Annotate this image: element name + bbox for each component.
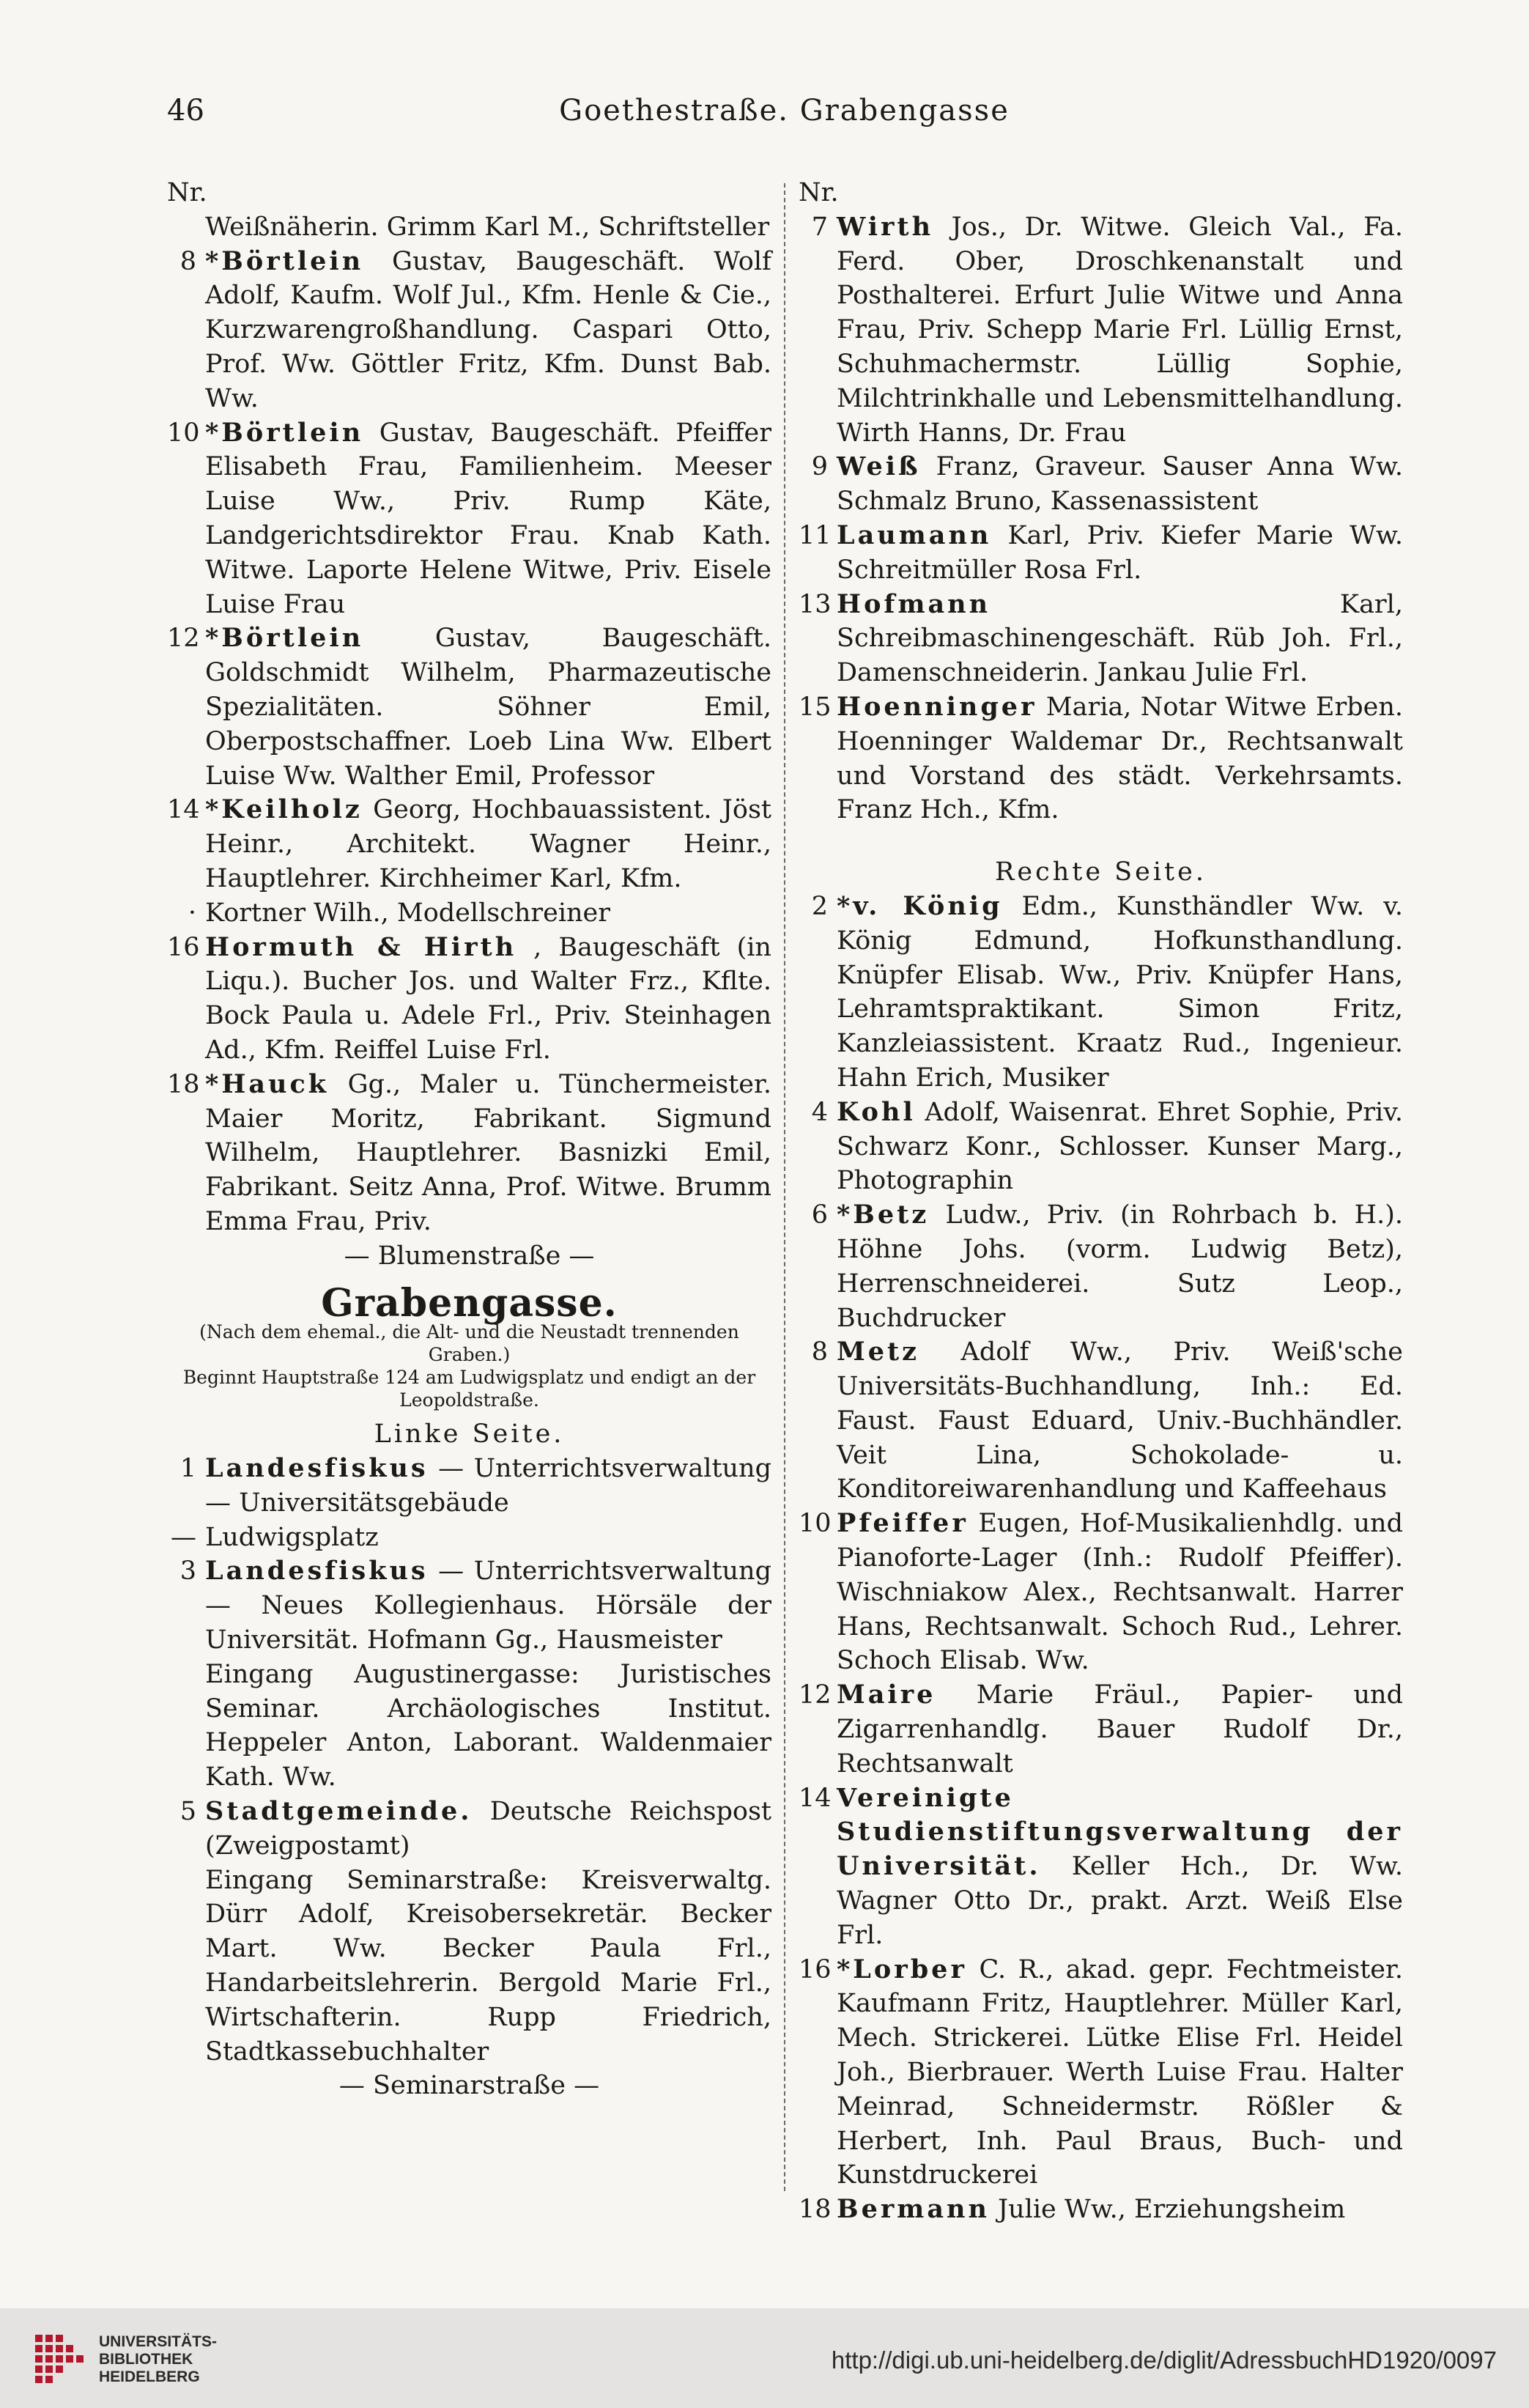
residents-text: C. R., akad. gepr. Fechtmeister. Kaufmann Fritz, Hauptlehrer. Müller Karl, Mech. Strickerei. Lütke Elise Frl. Heidel Joh., Bierbrauer. Werth Luise Frau. Halter Meinrad, Schneidermstr. Rößler & Herbert, Inh. Paul Braus, Buch- und Kunstdruckerei [837, 1954, 1403, 2190]
page-title: Goethestraße. Grabengasse [559, 94, 1010, 128]
page-number: 46 [167, 94, 204, 128]
house-number: 1 [179, 1454, 196, 1484]
house-number: 2 [811, 891, 828, 921]
house-number: 8 [811, 1337, 828, 1367]
house-number: 6 [811, 1200, 828, 1230]
owner-name: Vereinigte Studienstiftungsverwaltung der Universität. [837, 1782, 1403, 1882]
nr-label: Nr. [799, 178, 839, 207]
owner-name: *Keilholz [205, 794, 363, 825]
nr-label: Nr. [167, 178, 207, 207]
address-entry [799, 1335, 1403, 1507]
address-entry [167, 621, 771, 793]
owner-name: *Lorber [837, 1954, 967, 1984]
residents-text: Eugen, Hof-Musikalienhdlg. und Pianoforte-Lager (Inh.: Rudolf Pfeiffer). Wischniakow Alex., Rechtsanwalt. Harrer Hans, Rechtsanwalt. Schoch Rud., Lehrer. Schoch Elisab. Ww. [837, 1509, 1403, 1676]
address-entry [167, 245, 771, 416]
side-heading: Rechte Seite. [995, 857, 1207, 887]
owner-name: Laumann [837, 520, 992, 550]
residents-text: Adolf Ww., Priv. Weiß'sche Universitäts-Buchhandlung, Inh.: Ed. Faust. Faust Eduard, Univ.-Buchhändler. Veit Lina, Schokolade- u. Konditoreiwarenhandlung und Kaffeehaus [837, 1337, 1403, 1504]
owner-name: Bermann [837, 2194, 990, 2225]
residents-text: Franz, Graveur. Sauser Anna Ww. Schmalz Bruno, Kassenassistent [837, 452, 1403, 517]
address-entry [167, 1452, 771, 1521]
owner-name: Hormuth & Hirth [205, 931, 517, 962]
house-number: 15 [799, 692, 832, 722]
owner-name: Stadtgemeinde. [205, 1796, 473, 1827]
address-entry [799, 588, 1403, 690]
address-entry [799, 1096, 1403, 1198]
owner-name: *v. König [837, 890, 1003, 921]
address-entry [167, 1521, 771, 1555]
address-entry [799, 890, 1403, 1096]
column-divider [784, 183, 785, 2191]
residents-text: Gustav, Baugeschäft. Wolf Adolf, Kaufm. Wolf Jul., Kfm. Henle & Cie., Kurzwarengroßhandlung. Caspari Otto, Prof. Ww. Göttler Fritz, Kfm. Dunst Bab. Ww. [205, 246, 771, 413]
owner-name: Hofmann [837, 588, 991, 619]
owner-name: Maire [837, 1680, 936, 1710]
owner-name: Landesfiskus [205, 1556, 429, 1587]
entry-list [799, 890, 1403, 2227]
street-note: (Nach dem ehemal., die Alt- und die Neustadt trennenden Graben.) [199, 1321, 739, 1366]
address-entry [167, 793, 771, 895]
address-entry [799, 1781, 1403, 1953]
owner-name: *Börtlein [205, 623, 364, 654]
residents-text: Kortner Wilh., Modellschreiner [205, 898, 610, 928]
house-number: 9 [811, 452, 828, 482]
house-number: 8 [179, 246, 196, 276]
house-number: · [188, 898, 196, 928]
entry-list [167, 1795, 771, 1864]
house-number: 12 [799, 1680, 832, 1710]
residents-text: Gg., Maler u. Tünchermeister. Maier Moritz, Fabrikant. Sigmund Wilhelm, Hauptlehrer. Basnizki Emil, Fabrikant. Seitz Anna, Prof. Witwe. Brumm Emma Frau, Priv. [205, 1069, 771, 1236]
entrance-note: Eingang Seminarstraße: Kreisverwaltg. Dürr Adolf, Kreisobersekretär. Becker Mart. Ww. Becker Paula Frl., Handarbeitslehrerin. Bergold Marie Frl., Wirtschafterin. Rupp Friedrich, Stadtkassebuchhalter [205, 1865, 771, 2067]
entry-list [799, 210, 1403, 827]
library-name: UNIVERSITÄTS- BIBLIOTHEK HEIDELBERG [99, 2333, 218, 2385]
house-number: 16 [167, 932, 200, 962]
residents-text: — Unterrichtsverwaltung — Neues Kollegienhaus. Hörsäle der Universität. Hofmann Gg., Hausmeister [205, 1556, 771, 1655]
address-entry [799, 1678, 1403, 1781]
house-number: 18 [799, 2195, 832, 2225]
owner-name: *Hauck [205, 1068, 330, 1099]
owner-name: Kohl [837, 1096, 916, 1127]
owner-name: *Betz [837, 1200, 930, 1230]
house-number: 16 [799, 1954, 832, 1984]
residents-text: Keller Hch., Dr. Ww. Wagner Otto Dr., prakt. Arzt. Weiß Else Frl. [837, 1852, 1403, 1950]
owner-name: Pfeiffer [837, 1508, 969, 1539]
page-header [167, 86, 1402, 138]
address-entry [167, 1554, 771, 1657]
address-entry [167, 896, 771, 931]
address-entry [167, 416, 771, 622]
cross-street: — Seminarstraße — [338, 2071, 600, 2101]
residents-text: Maria, Notar Witwe Erben. Hoenninger Waldemar Dr., Rechtsanwalt und Vorstand des städt. Verkehrsamts. Franz Hch., Kfm. [837, 692, 1403, 825]
cross-street: — Blumenstraße — [344, 1241, 595, 1271]
address-entry [799, 519, 1403, 588]
residents-text: Gustav, Baugeschäft. Goldschmidt Wilhelm, Pharmazeutische Spezialitäten. Söhner Emil, Oberpostschaffner. Loeb Lina Ww. Elbert Luise Ww. Walther Emil, Professor [205, 624, 771, 791]
house-number: — [171, 1522, 196, 1552]
house-number: 7 [811, 212, 828, 242]
house-number: 3 [179, 1556, 196, 1587]
address-entry [799, 1507, 1403, 1678]
entrance-note: Eingang Augustinergasse: Juristisches Seminar. Archäologisches Institut. Heppeler Anton, Laborant. Waldenmaier Kath. Ww. [205, 1659, 771, 1792]
owner-name: Hoenninger [837, 691, 1037, 722]
residents-text: Deutsche Reichspost (Zweigpostamt) [205, 1797, 771, 1861]
footer-bar [0, 2308, 1529, 2408]
address-entry [799, 1198, 1403, 1335]
house-number: 11 [799, 520, 832, 550]
side-heading: Linke Seite. [374, 1419, 565, 1449]
residents-text: Marie Fräul., Papier- und Zigarrenhandlg. Bauer Rudolf Dr., Rechtsanwalt [837, 1680, 1403, 1779]
right-column [799, 176, 1403, 2227]
library-logo-icon [32, 2330, 88, 2386]
house-number: 5 [179, 1797, 196, 1827]
address-entry [799, 210, 1403, 451]
address-entry [799, 2193, 1403, 2227]
address-entry [799, 450, 1403, 519]
residents-text: Ludwigsplatz [205, 1522, 379, 1552]
owner-name: *Börtlein [205, 245, 364, 276]
address-entry [167, 1068, 771, 1239]
residents-text: Karl, Schreibmaschinengeschäft. Rüb Joh. Frl., Damenschneiderin. Jankau Julie Frl. [837, 589, 1403, 688]
house-number: 14 [167, 795, 200, 825]
residents-text: Georg, Hochbauassistent. Jöst Heinr., Architekt. Wagner Heinr., Hauptlehrer. Kirchheimer Karl, Kfm. [205, 795, 771, 893]
spacer [799, 827, 1403, 849]
left-column [167, 176, 771, 2103]
continued-entry: Weißnäherin. Grimm Karl M., Schriftsteller [205, 212, 770, 242]
residents-text: Edm., Kunsthändler Ww. v. König Edmund, Hofkunsthandlung. Knüpfer Elisab. Ww., Priv. Knüpfer Hans, Lehramtspraktikant. Simon Fritz, Kanzleiassistent. Kraatz Rud., Ingenieur. Hahn Erich, Musiker [837, 891, 1403, 1093]
owner-name: Metz [837, 1337, 920, 1367]
house-number: 4 [811, 1097, 828, 1127]
address-entry [167, 1795, 771, 1864]
residents-text: Jos., Dr. Witwe. Gleich Val., Fa. Ferd. Ober, Droschkenanstalt und Posthalterei. Erfurt Julie Witwe und Anna Frau, Priv. Schepp Marie Frl. Lüllig Ernst, Schuhmachermstr. Lüllig Sophie, Milchtrinkhalle und Lebensmittelhandlung. Wirth Hanns, Dr. Frau [837, 212, 1403, 448]
house-number: 14 [799, 1783, 832, 1813]
house-number: 18 [167, 1069, 200, 1099]
house-number: 12 [167, 624, 200, 654]
owner-name: *Börtlein [205, 417, 364, 448]
street-route: Beginnt Hauptstraße 124 am Ludwigsplatz und endigt an der Leopoldstraße. [182, 1367, 756, 1411]
address-entry [167, 931, 771, 1068]
owner-name: Weiß [837, 451, 921, 482]
street-title: Grabengasse. [321, 1280, 618, 1326]
owner-name: Landesfiskus [205, 1453, 429, 1484]
address-entry [799, 690, 1403, 827]
residents-text: Gustav, Baugeschäft. Pfeiffer Elisabeth Frau, Familienheim. Meeser Luise Ww., Priv. Rump Käte, Landgerichtsdirektor Frau. Knab Kath. Witwe. Laporte Helene Witwe, Priv. Eisele Luise Frau [205, 418, 771, 619]
entry-list [167, 1452, 771, 1658]
residents-text: — Unterrichtsverwaltung — Universitätsgebäude [205, 1454, 771, 1518]
house-number: 13 [799, 589, 832, 619]
source-url-link[interactable]: http://digi.ub.uni-heidelberg.de/diglit/AdressbuchHD1920/0097 [831, 2346, 1497, 2374]
house-number: 10 [799, 1509, 832, 1539]
residents-text: , Baugeschäft (in Liqu.). Bucher Jos. und Walter Frz., Kflte. Bock Paula u. Adele Frl., Priv. Steinhagen Ad., Kfm. Reiffel Luise Frl. [205, 932, 771, 1065]
residents-text: Adolf, Waisenrat. Ehret Sophie, Priv. Schwarz Konr., Schlosser. Kunser Marg., Photographin [837, 1097, 1403, 1196]
entry-list [167, 245, 771, 1239]
address-entry [799, 1953, 1403, 2193]
residents-text: Karl, Priv. Kiefer Marie Ww. Schreitmüller Rosa Frl. [837, 520, 1403, 585]
house-number: 10 [167, 418, 200, 448]
residents-text: Julie Ww., Erziehungsheim [998, 2195, 1346, 2225]
residents-text: Ludw., Priv. (in Rohrbach b. H.). Höhne Johs. (vorm. Ludwig Betz), Herrenschneiderei. Sutz Leop., Buchdrucker [837, 1200, 1403, 1333]
owner-name: Wirth [837, 211, 934, 242]
